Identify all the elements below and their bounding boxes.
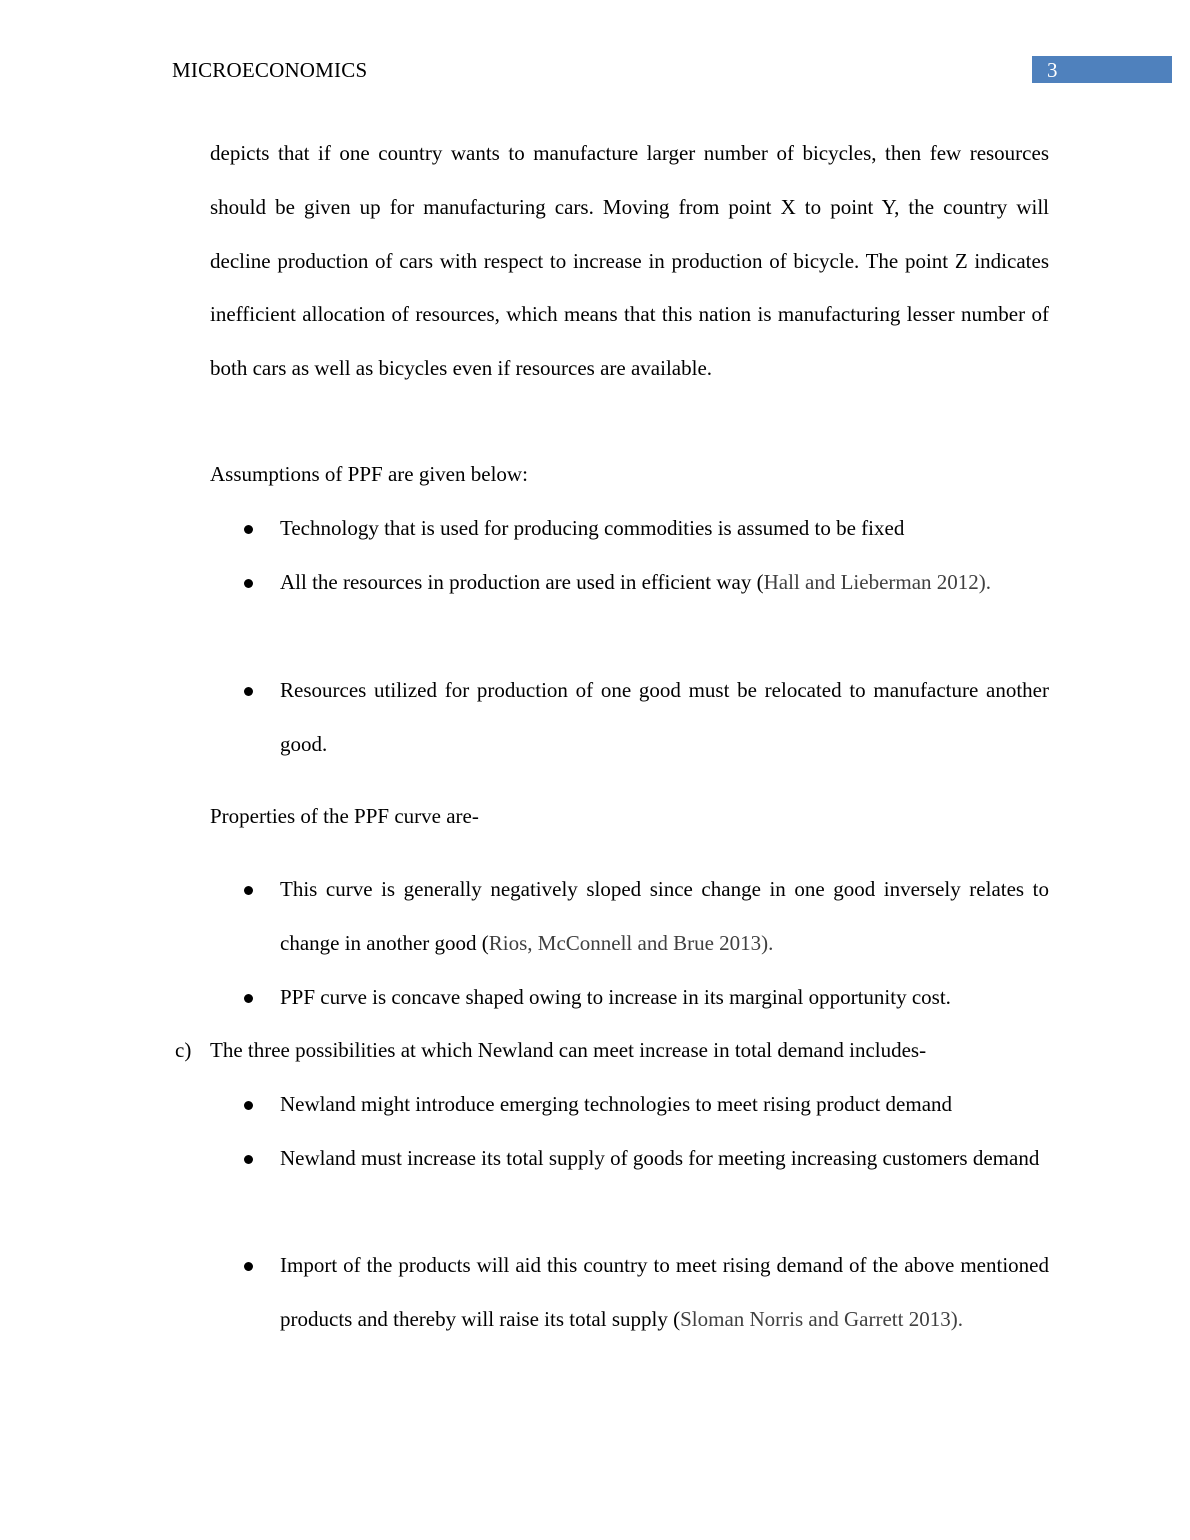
bullet-icon: [244, 525, 253, 534]
page-number-box: [1032, 56, 1172, 83]
assumption-item: Technology that is used for producing commodities is assumed to be fixed: [280, 516, 905, 540]
assumptions-heading: Assumptions of PPF are given below:: [210, 462, 528, 486]
bullet-icon: [244, 1155, 253, 1164]
page-number: 3: [1047, 58, 1058, 82]
properties-heading: Properties of the PPF curve are-: [210, 804, 479, 828]
bullet-icon: [244, 687, 253, 696]
intro-paragraph: depicts that if one country wants to manufacture larger number of bicycles, then few resources should be given up for manufacturing cars. Moving from point X to point Y, the country will decline production of cars with respect to increase in production of bicycle. The point Z indicates inefficient allocation of resources, which means that this nation is manufacturing lesser number of both cars as well as bicycles even if resources are available.: [210, 141, 1049, 381]
citation: Rios, McConnell and Brue 2013).: [488, 930, 774, 955]
list-marker-c: c): [175, 1038, 192, 1062]
property-item: PPF curve is concave shaped owing to increase in its marginal opportunity cost.: [280, 985, 951, 1009]
section-c-heading: The three possibilities at which Newland can meet increase in total demand includes-: [210, 1038, 927, 1062]
bullet-icon: [244, 579, 253, 588]
bullet-icon: [244, 994, 253, 1003]
citation: Sloman Norris and Garrett 2013).: [680, 1306, 963, 1331]
bullet-icon: [244, 886, 253, 895]
assumption-item: All the resources in production are used in efficient way (Hall and Lieberman 2012).: [280, 570, 992, 594]
assumption-item: Resources utilized for production of one good must be relocated to manufacture another good.: [280, 678, 1049, 756]
possibility-item: Newland might introduce emerging technologies to meet rising product demand: [280, 1092, 953, 1116]
running-header-title: MICROECONOMICS: [172, 58, 368, 82]
citation: Hall and Lieberman 2012).: [763, 570, 992, 594]
possibility-item: Import of the products will aid this country to meet rising demand of the above mentioned products and thereby will raise its total supply (Sloman Norris and Garrett 2013).: [280, 1253, 1049, 1331]
possibility-item: Newland must increase its total supply of goods for meeting increasing customers demand: [280, 1146, 1040, 1170]
bullet-icon: [244, 1262, 253, 1271]
property-item: This curve is generally negatively sloped since change in one good inversely relates to change in another good (Rios, McConnell and Brue 2013).: [280, 877, 1049, 955]
bullet-icon: [244, 1101, 253, 1110]
